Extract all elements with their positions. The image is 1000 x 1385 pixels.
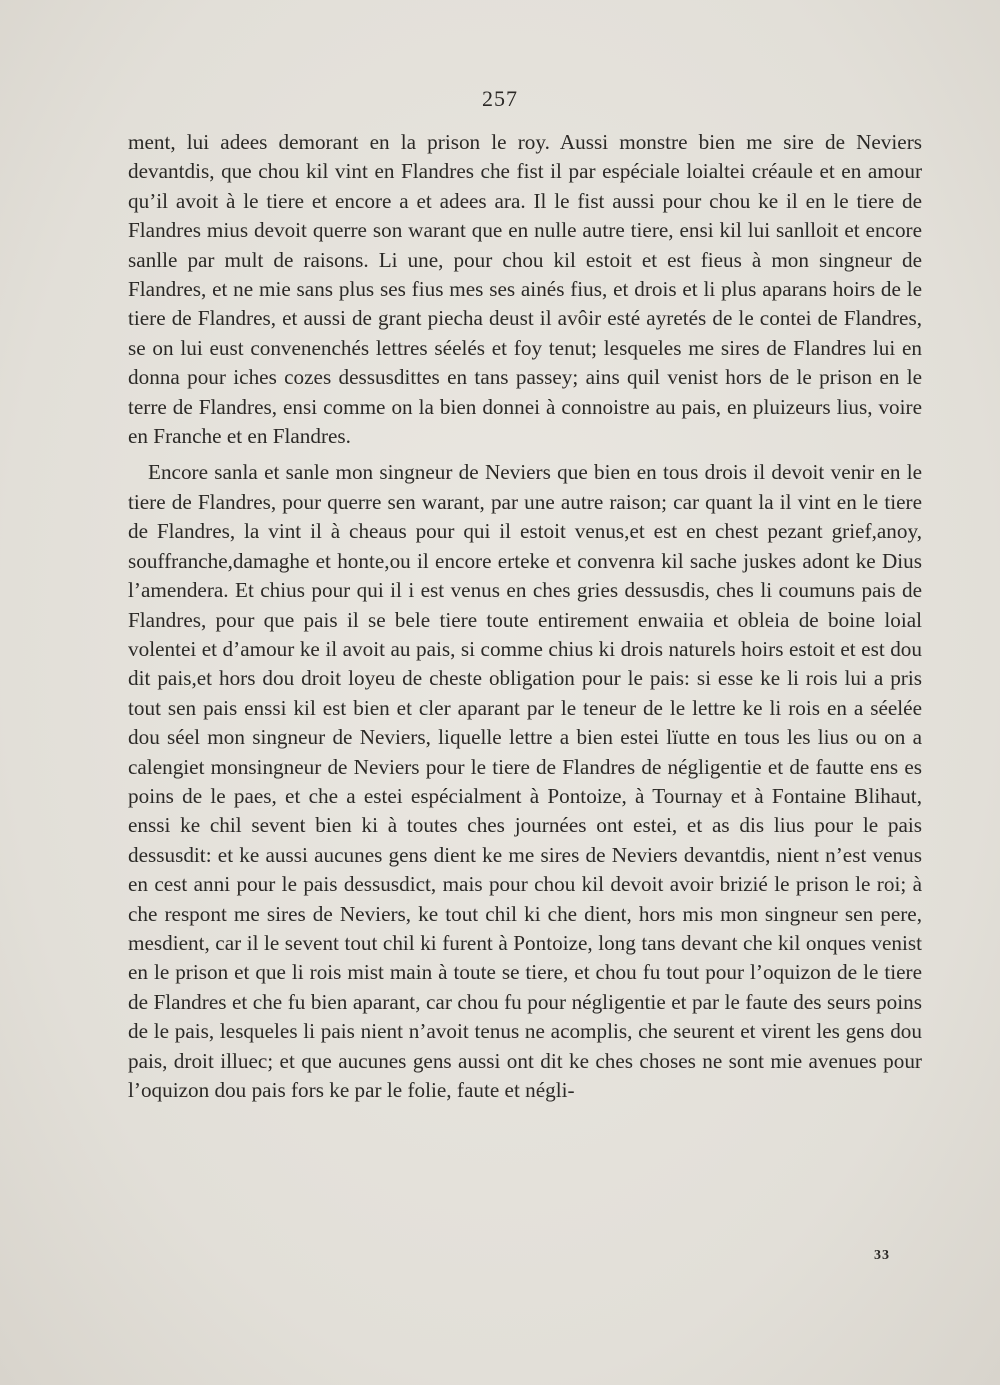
body-text (128, 128, 922, 1105)
paragraph-1: ment, lui adees demorant en la prison le roy. Aussi monstre bien me sire de Neviers devantdis, que chou kil vint en Flandres che fist il par espéciale loialtei créaule et en amour qu’il avoit à le tiere et encore a et adees ara. Il le fist aussi pour chou ke il en le tiere de Flandres mius devoit querre son warant que en nulle autre tiere, ensi kil lui sanlloit et encore sanlle par mult de raisons. Li une, pour chou kil estoit et est fieus à mon singneur de Flandres, et ne mie sans plus ses fius mes ses ainés fius, et drois et li plus aparans hoirs de le tiere de Flandres, et aussi de grant piecha deust il avôir esté ayretés de le contei de Flandres, se on lui eust convenenchés lettres séelés et foy tenut; lesqueles me sires de Flandres lui en donna pour iches cozes dessusdittes en tans passey; ains quil venist hors de le prison en le terre de Flandres, ensi comme on la bien donnei à connoistre au pais, en pluizeurs lius, voire en Franche et en Flandres. (128, 130, 922, 449)
signature-mark: 33 (874, 1248, 890, 1263)
paragraph-2: Encore sanla et sanle mon singneur de Neviers que bien en tous drois il devoit venir en le tiere de Flandres, pour querre sen warant, par une autre raison; car quant la il vint en le tiere de Flandres, la vint il à cheaus pour qui il estoit venus,et est en chest pezant grief,anoy, souffranche,damaghe et honte,ou il encore erteke et convenra kil sache juskes adont ke Dius l’amendera. Et chius pour qui il i est venus en ches gries dessusdis, ches li coumuns pais de Flandres, pour que pais il se bele tiere toute entirement enwaiia et obleia de boine loial volentei et d’amour ke il avoit au pais, si comme chius ki drois naturels hoirs estoit et est dou dit pais,et hors dou droit loyeu de cheste obligation pour le pais: si esse ke li rois lui a pris tout sen pais enssi kil est bien et cler aparant par le teneur de le lettre ke li rois en a séelée dou séel mon singneur de Neviers, liquelle lettre a bien estei lïutte en tous les lius ou on a calengiet monsingneur de Neviers pour le tiere de Flandres de négligentie et de fautte ens es poins de le paes, et che a estei espécialment à Pontoize, à Tournay et à Fontaine Blihaut, enssi ke chil sevent bien ki à toutes ches journées ont estei, et as dis lius pour le pais dessusdit: et ke aussi aucunes gens dient ke me sires de Neviers devantdis, nient n’est venus en cest anni pour le pais dessusdict, mais pour chou kil devoit avoir brizié le prison le roi; à che respont me sires de Neviers, ke tout chil ki che dient, hors mis mon singneur sen pere, mesdient, car il le sevent tout chil ki furent à Pontoize, long tans devant che kil onques venist en le prison et que li rois mist main à toute se tiere, et chou fu tout pour l’oquizon de le tiere de Flandres et che fu bien aparant, car chou fu pour négligentie et par le faute des seurs poins de le pais, lesqueles li pais nient n’avoit tenus ne acomplis, che seurent et virent les gens dou pais, droit illuec; et que aucunes gens aussi ont dit ke ches choses ne sont mie avenues pour l’oquizon dou pais fors ke par le folie, faute et négli- (128, 460, 922, 1102)
page-number: 257 (482, 86, 518, 111)
